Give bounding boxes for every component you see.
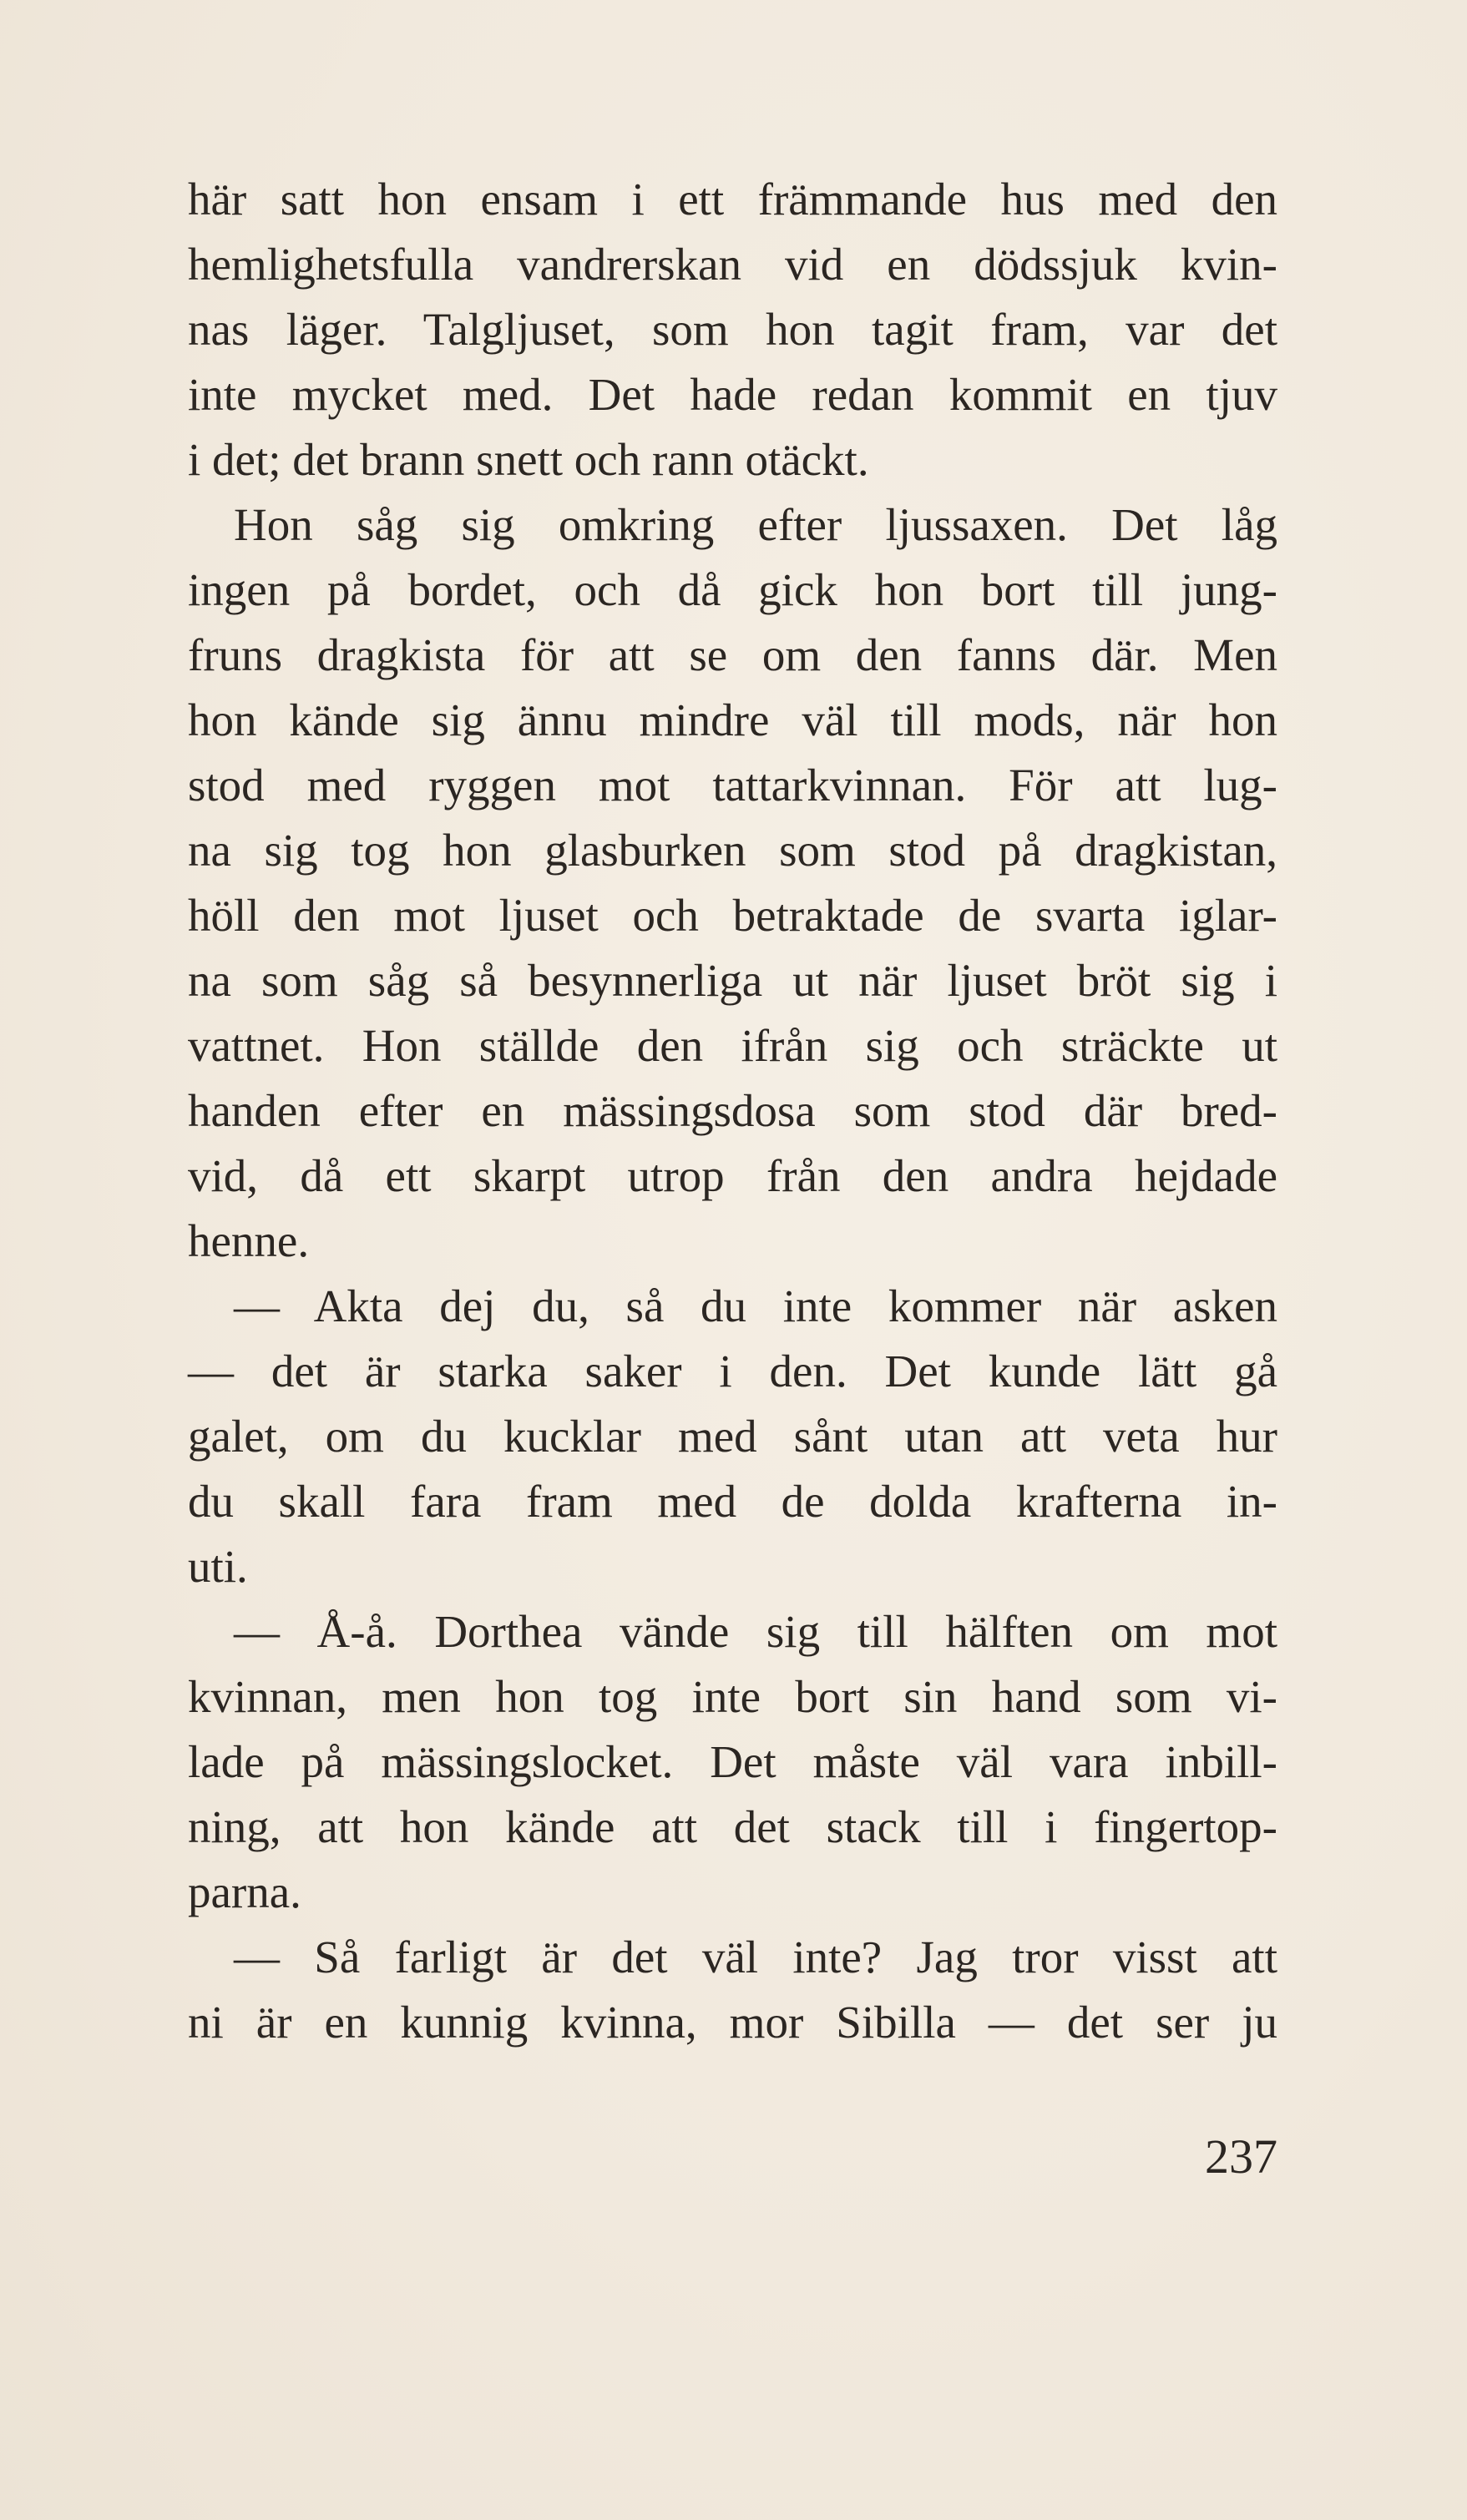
text-line: Hon såg sig omkring efter ljussaxen. Det låg [234, 499, 1277, 550]
text-line: — Å-å. Dorthea vände sig till hälften om mot [234, 1606, 1277, 1657]
text-line: höll den mot ljuset och betraktade de svarta iglar- [188, 890, 1277, 941]
text-line: ingen på bordet, och då gick hon bort till jung- [188, 564, 1277, 615]
text-line: kvinnan, men hon tog inte bort sin hand som vi- [188, 1671, 1277, 1722]
text-line: lade på mässingslocket. Det måste väl vara inbill- [188, 1736, 1277, 1787]
text-line: vattnet. Hon ställde den ifrån sig och sträckte ut [188, 1020, 1277, 1071]
text-line: vid, då ett skarpt utrop från den andra hejdade [188, 1150, 1277, 1201]
text-line: parna. [188, 1866, 301, 1917]
text-line: inte mycket med. Det hade redan kommit en tjuv [188, 369, 1277, 420]
text-line: hon kände sig ännu mindre väl till mods, när hon [188, 694, 1277, 745]
text-line: — Så farligt är det väl inte? Jag tror visst att [234, 1932, 1277, 1982]
text-line: uti. [188, 1541, 248, 1592]
text-line: stod med ryggen mot tattarkvinnan. För att lug- [188, 760, 1277, 811]
text-line: — det är starka saker i den. Det kunde lätt gå [188, 1346, 1277, 1396]
text-line: na sig tog hon glasburken som stod på dragkistan, [188, 825, 1277, 876]
text-line: ni är en kunnig kvinna, mor Sibilla — det ser ju [188, 1997, 1277, 2048]
text-line: ning, att hon kände att det stack till i fingertop- [188, 1801, 1277, 1852]
text-line: handen efter en mässingsdosa som stod där bred- [188, 1085, 1277, 1136]
text-line: du skall fara fram med de dolda krafterna in- [188, 1476, 1277, 1527]
text-line: i det; det brann snett och rann otäckt. [188, 434, 869, 485]
text-line: henne. [188, 1215, 310, 1266]
text-line: hemlighetsfulla vandrerskan vid en dödssjuk kvin- [188, 239, 1277, 290]
text-line: — Akta dej du, så du inte kommer när asken [234, 1280, 1277, 1331]
text-line: galet, om du kucklar med sånt utan att veta hur [188, 1411, 1277, 1462]
text-line: na som såg så besynnerliga ut när ljuset bröt sig i [188, 955, 1277, 1006]
text-line: här satt hon ensam i ett främmande hus med den [188, 174, 1277, 225]
page-number: 237 [1205, 2129, 1277, 2184]
text-line: nas läger. Talgljuset, som hon tagit fram, var det [188, 304, 1277, 355]
body-text [188, 167, 1277, 2055]
text-line: fruns dragkista för att se om den fanns där. Men [188, 629, 1277, 680]
